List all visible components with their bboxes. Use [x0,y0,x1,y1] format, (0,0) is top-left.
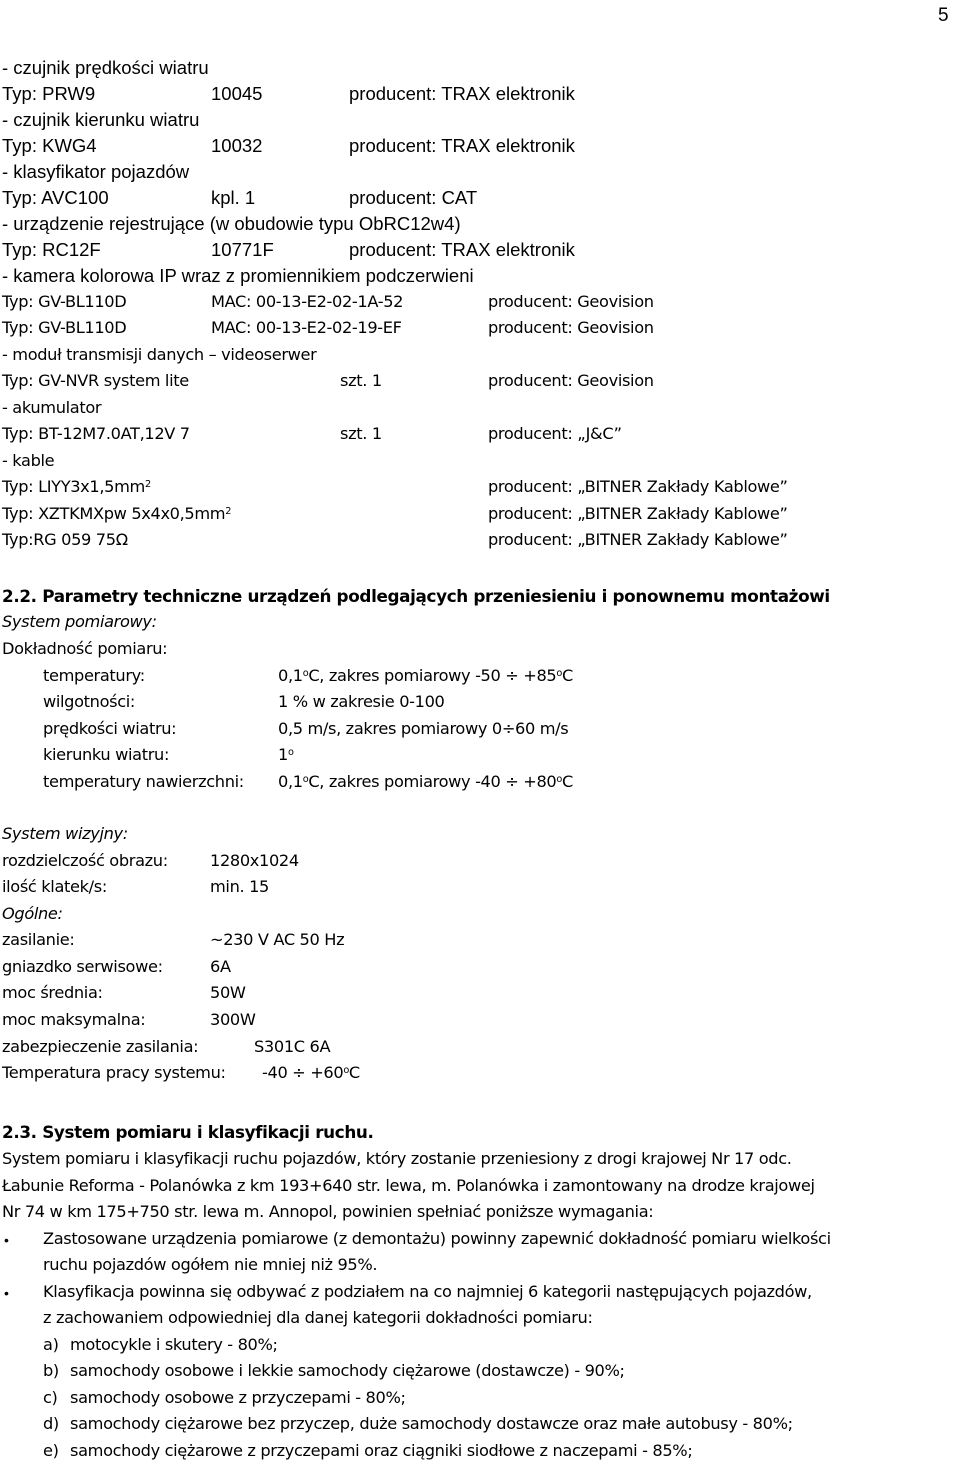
paragraph-line: Nr 74 w km 175+750 str. lewa m. Annopol, powinien spełniać poniższe wymagania: [2,1202,654,1221]
list-item-producer: producent: „BITNER Zakłady Kablowe” [488,530,788,549]
list-item-type: Typ: RC12F [2,239,101,260]
subsection-title: System pomiarowy: [2,612,157,631]
list-item-type: Typ: GV-BL110D [2,318,127,337]
list-item-type: Typ: KWG4 [2,135,97,156]
list-item-code: MAC: 00-13-E2-02-19-EF [211,318,402,337]
param-label: temperatury: [43,666,145,685]
list-item: - czujnik prędkości wiatru [2,57,209,78]
param-value: 1 % w zakresie 0-100 [278,692,445,711]
bullet-line: Zastosowane urządzenia pomiarowe (z demontażu) powinny zapewnić dokładność pomiaru wielkości [43,1229,831,1248]
accuracy-title: Dokładność pomiaru: [2,639,168,658]
list-item: - urządzenie rejestrujące (w obudowie typu ObRC12w4) [2,213,461,234]
section-heading: 2.3. System pomiaru i klasyfikacji ruchu. [2,1122,374,1142]
param-value: 6A [210,957,231,976]
list-item: - klasyfikator pojazdów [2,161,190,182]
list-item-type: Typ: BT-12M7.0AT,12V 7 [2,424,190,443]
param-value: 0,1$^o$C, zakres pomiarowy $-50 \div +85^oC$ [278,666,573,685]
list-item-type: Typ: $LIYY3x1,5mm^2$ [2,477,151,496]
category-letter: d) [43,1414,59,1433]
list-item-producer: producent: TRAX elektronik [349,83,575,104]
bullet-marker: • [4,1285,9,1301]
param-value: S301C 6A [254,1037,331,1056]
list-item-code: szt. 1 [340,424,382,443]
list-item: - czujnik kierunku wiatru [2,109,200,130]
list-item: - kable [2,451,55,470]
list-item-producer: producent: „BITNER Zakłady Kablowe” [488,504,788,523]
category-text: samochody osobowe i lekkie samochody ciężarowe (dostawcze) - 90%; [70,1361,625,1380]
list-item-producer: producent: „J&C” [488,424,622,443]
bullet-line: ruchu pojazdów ogółem nie mniej niż 95%. [43,1255,378,1274]
param-label: wilgotności: [43,692,136,711]
param-label: Temperatura pracy systemu: [2,1063,226,1082]
param-value: $-40 \div +60^oC$ [262,1063,360,1082]
page-number: 5 [938,5,949,26]
bullet-line: z zachowaniem odpowiedniej dla danej kategorii dokładności pomiaru: [43,1308,593,1327]
subsection-title: System wizyjny: [2,824,128,843]
bullet-line: Klasyfikacja powinna się odbywać z podziałem na co najmniej 6 kategorii następujących pojazdów, [43,1282,812,1301]
param-label: ilość klatek/s: [2,877,107,896]
category-text: samochody osobowe z przyczepami - 80%; [70,1388,406,1407]
section-heading: 2.2. Parametry techniczne urządzeń podlegających przeniesieniu i ponownemu montażowi [2,586,830,606]
list-item-producer: producent: CAT [349,187,478,208]
list-item: - moduł transmisji danych – videoserwer [2,345,317,364]
param-value: 1280x1024 [210,851,299,870]
param-value: 1$^o$ [278,745,294,764]
list-item: - kamera kolorowa IP wraz z promiennikiem podczerwieni [2,265,474,286]
param-label: zasilanie: [2,930,75,949]
param-value: 0,5 m/s, zakres pomiarowy 0÷60 m/s [278,719,569,738]
list-item-producer: producent: Geovision [488,371,654,390]
list-item-type: Typ: GV-BL110D [2,292,127,311]
param-value: 300W [210,1010,256,1029]
paragraph-line: Łabunie Reforma - Polanówka z km 193+640 str. lewa, m. Polanówka i zamontowany na drodze krajowej [2,1176,815,1195]
list-item-code: 10032 [211,135,263,156]
param-label: moc maksymalna: [2,1010,146,1029]
subsection-title: Ogólne: [2,904,63,923]
list-item-producer: producent: „BITNER Zakłady Kablowe” [488,477,788,496]
list-item-code: kpl. 1 [211,187,256,208]
list-item-code: 10771F [211,239,274,260]
param-label: zabezpieczenie zasilania: [2,1037,199,1056]
param-label: gniazdko serwisowe: [2,957,163,976]
list-item-type: Typ: GV-NVR system lite [2,371,189,390]
category-text: samochody ciężarowe bez przyczep, duże samochody dostawcze oraz małe autobusy - 80%; [70,1414,793,1433]
list-item-type: Typ: AVC100 [2,187,109,208]
list-item-code: szt. 1 [340,371,382,390]
param-label: moc średnia: [2,983,103,1002]
param-label: kierunku wiatru: [43,745,170,764]
param-value: 50W [210,983,246,1002]
list-item-code: 10045 [211,83,263,104]
category-letter: a) [43,1335,59,1354]
param-label: temperatury nawierzchni: [43,772,244,791]
list-item-type: Typ:RG 059 75Ω [2,530,128,549]
category-letter: e) [43,1441,59,1460]
bullet-marker: • [4,1232,9,1248]
paragraph-line: System pomiaru i klasyfikacji ruchu pojazdów, który zostanie przeniesiony z drogi krajowej Nr 17 odc. [2,1149,792,1168]
param-label: rozdzielczość obrazu: [2,851,168,870]
list-item-producer: producent: TRAX elektronik [349,239,575,260]
param-value: 0,1$^o$C, zakres pomiarowy $-40 \div +80^oC$ [278,772,573,791]
list-item-producer: producent: Geovision [488,318,654,337]
list-item-producer: producent: Geovision [488,292,654,311]
param-value: ~230 V AC 50 Hz [210,930,345,949]
category-text: samochody ciężarowe z przyczepami oraz ciągniki siodłowe z naczepami - 85%; [70,1441,693,1460]
list-item-code: MAC: 00-13-E2-02-1A-52 [211,292,404,311]
param-label: prędkości wiatru: [43,719,177,738]
list-item-type: Typ: PRW9 [2,83,96,104]
list-item-type: Typ: XZTKMXpw $5x4x0,5mm^2$ [2,504,232,523]
param-value: min. 15 [210,877,269,896]
list-item-producer: producent: TRAX elektronik [349,135,575,156]
category-text: motocykle i skutery - 80%; [70,1335,278,1354]
category-letter: b) [43,1361,59,1380]
list-item: - akumulator [2,398,102,417]
category-letter: c) [43,1388,58,1407]
